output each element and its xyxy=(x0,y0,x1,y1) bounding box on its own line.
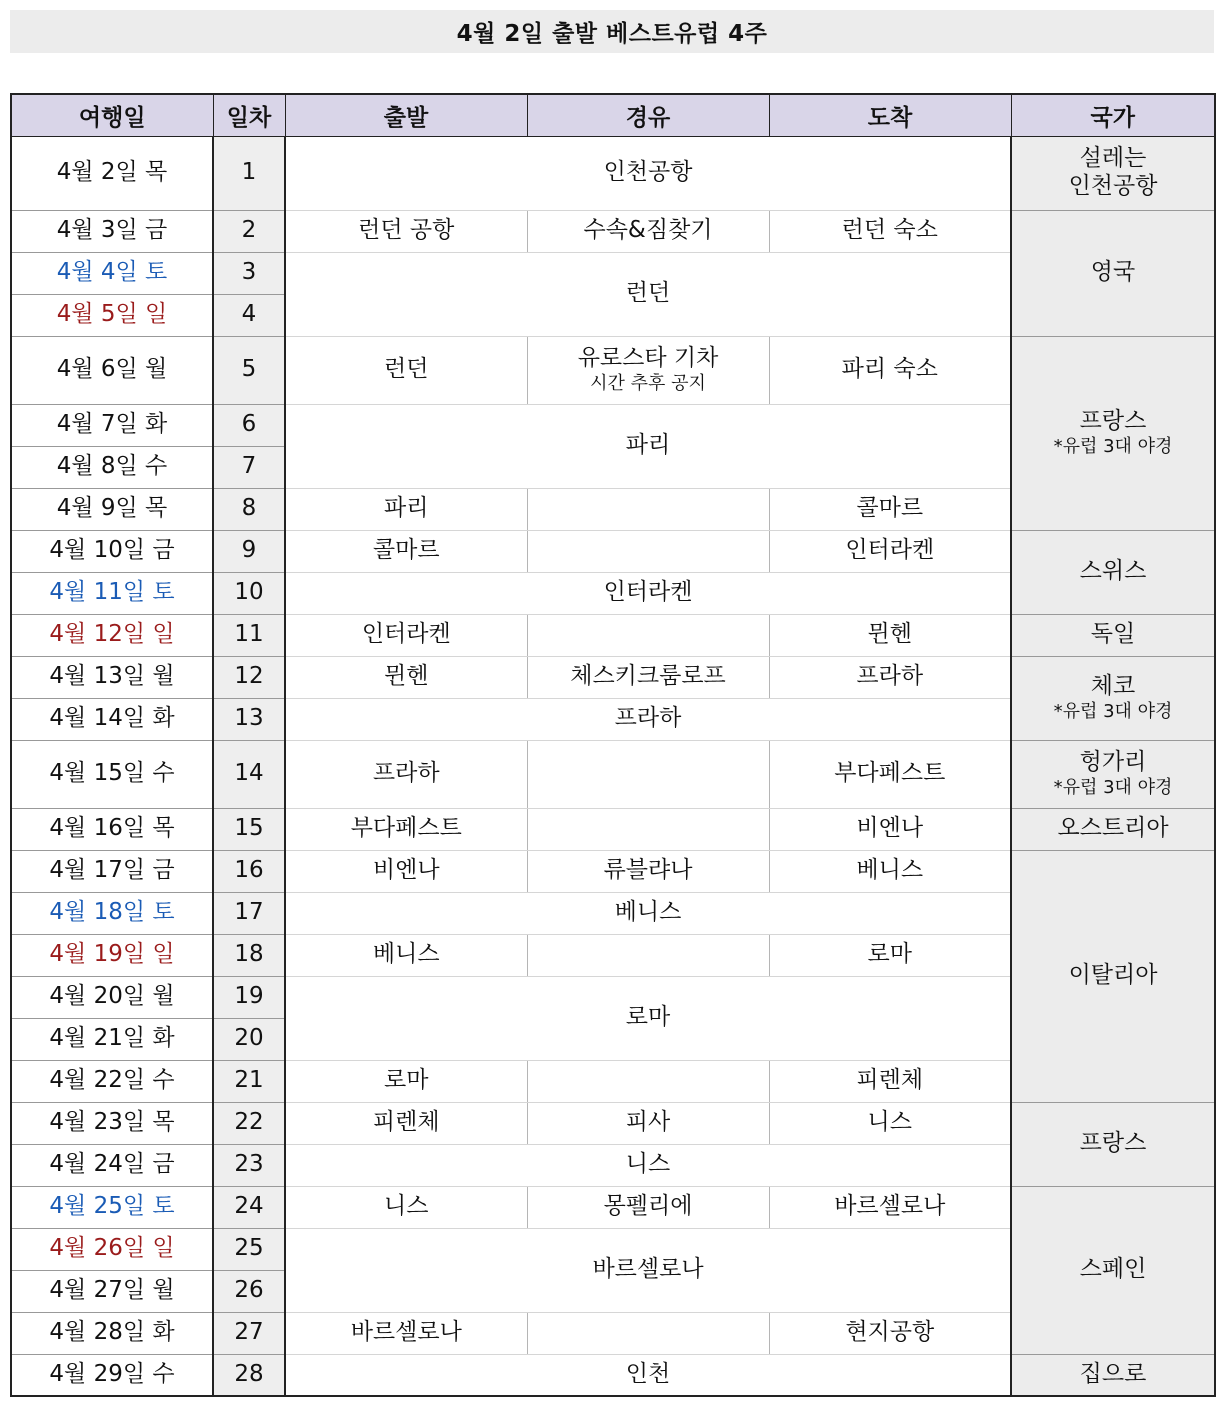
location-merged: 인천 xyxy=(285,1354,1011,1396)
day-number: 20 xyxy=(213,1018,285,1060)
country-cell xyxy=(1011,1186,1215,1354)
via-cell: 체스키크룸로프 xyxy=(527,656,769,698)
day-number: 7 xyxy=(213,446,285,488)
arrival-cell: 프라하 xyxy=(769,656,1011,698)
departure-cell: 콜마르 xyxy=(285,530,527,572)
country-cell xyxy=(1011,136,1215,210)
travel-date: 4월 3일 금 xyxy=(11,210,213,252)
via-cell xyxy=(527,1060,769,1102)
country-name: 헝가리 xyxy=(1079,748,1147,775)
country-name: 인천공항 xyxy=(1068,173,1158,199)
itinerary-table xyxy=(10,93,1216,1397)
country-cell xyxy=(1011,1354,1215,1396)
day-number: 8 xyxy=(213,488,285,530)
day-number: 13 xyxy=(213,698,285,740)
day-number: 17 xyxy=(213,892,285,934)
travel-date: 4월 2일 목 xyxy=(11,136,213,210)
location-merged: 인천공항 xyxy=(285,136,1011,210)
travel-date: 4월 15일 수 xyxy=(11,740,213,808)
travel-date: 4월 10일 금 xyxy=(11,530,213,572)
country-cell xyxy=(1011,1102,1215,1186)
country-note: *유럽 3대 야경 xyxy=(1053,701,1173,723)
country-name: 프랑스 xyxy=(1079,407,1147,434)
arrival-cell: 콜마르 xyxy=(769,488,1011,530)
departure-cell: 부다페스트 xyxy=(285,808,527,850)
table-row xyxy=(11,530,1215,572)
day-number: 16 xyxy=(213,850,285,892)
day-number: 10 xyxy=(213,572,285,614)
via-cell xyxy=(527,934,769,976)
table-row xyxy=(11,614,1215,656)
country-note: *유럽 3대 야경 xyxy=(1053,777,1173,799)
day-number: 21 xyxy=(213,1060,285,1102)
travel-date: 4월 26일 일 xyxy=(11,1228,213,1270)
arrival-cell: 부다페스트 xyxy=(769,740,1011,808)
arrival-cell: 로마 xyxy=(769,934,1011,976)
day-number: 14 xyxy=(213,740,285,808)
day-number: 22 xyxy=(213,1102,285,1144)
country-name: 스위스 xyxy=(1079,558,1147,585)
departure-cell: 인터라켄 xyxy=(285,614,527,656)
departure-cell: 뮌헨 xyxy=(285,656,527,698)
day-number: 27 xyxy=(213,1312,285,1354)
table-row xyxy=(11,850,1215,892)
day-number: 25 xyxy=(213,1228,285,1270)
country-cell xyxy=(1011,656,1215,740)
location-merged: 로마 xyxy=(285,976,1011,1060)
day-number: 1 xyxy=(213,136,285,210)
day-number: 23 xyxy=(213,1144,285,1186)
table-row xyxy=(11,1186,1215,1228)
via-cell: 피사 xyxy=(527,1102,769,1144)
location-merged: 런던 xyxy=(285,252,1011,336)
travel-date: 4월 19일 일 xyxy=(11,934,213,976)
travel-date: 4월 12일 일 xyxy=(11,614,213,656)
header-country: 국가 xyxy=(1011,94,1215,136)
arrival-cell: 베니스 xyxy=(769,850,1011,892)
departure-cell: 니스 xyxy=(285,1186,527,1228)
travel-date: 4월 20일 월 xyxy=(11,976,213,1018)
day-number: 11 xyxy=(213,614,285,656)
travel-date: 4월 27일 월 xyxy=(11,1270,213,1312)
day-number: 24 xyxy=(213,1186,285,1228)
via-cell: 류블랴나 xyxy=(527,850,769,892)
country-cell xyxy=(1011,336,1215,530)
travel-date: 4월 14일 화 xyxy=(11,698,213,740)
table-row xyxy=(11,1354,1215,1396)
country-cell xyxy=(1011,530,1215,614)
arrival-cell: 피렌체 xyxy=(769,1060,1011,1102)
location-merged: 프라하 xyxy=(285,698,1011,740)
departure-cell: 파리 xyxy=(285,488,527,530)
table-row xyxy=(11,740,1215,808)
table-row xyxy=(11,1102,1215,1144)
country-name: 이탈리아 xyxy=(1068,962,1158,989)
table-row xyxy=(11,656,1215,698)
travel-date: 4월 8일 수 xyxy=(11,446,213,488)
header-day: 일차 xyxy=(213,94,285,136)
departure-cell: 베니스 xyxy=(285,934,527,976)
via-cell: 몽펠리에 xyxy=(527,1186,769,1228)
day-number: 2 xyxy=(213,210,285,252)
travel-date: 4월 23일 목 xyxy=(11,1102,213,1144)
table-row xyxy=(11,336,1215,404)
arrival-cell: 뮌헨 xyxy=(769,614,1011,656)
arrival-cell: 인터라켄 xyxy=(769,530,1011,572)
country-name: 프랑스 xyxy=(1079,1130,1147,1157)
travel-date: 4월 7일 화 xyxy=(11,404,213,446)
arrival-cell: 비엔나 xyxy=(769,808,1011,850)
travel-date: 4월 25일 토 xyxy=(11,1186,213,1228)
travel-date: 4월 29일 수 xyxy=(11,1354,213,1396)
via-cell xyxy=(527,808,769,850)
departure-cell: 런던 xyxy=(285,336,527,404)
location-merged: 파리 xyxy=(285,404,1011,488)
via-cell xyxy=(527,488,769,530)
day-number: 28 xyxy=(213,1354,285,1396)
header-date: 여행일 xyxy=(11,94,213,136)
location-merged: 바르셀로나 xyxy=(285,1228,1011,1312)
travel-date: 4월 4일 토 xyxy=(11,252,213,294)
country-name: 영국 xyxy=(1090,259,1136,286)
via-cell: 수속&짐찾기 xyxy=(527,210,769,252)
day-number: 4 xyxy=(213,294,285,336)
country-note: *유럽 3대 야경 xyxy=(1053,436,1173,458)
travel-date: 4월 17일 금 xyxy=(11,850,213,892)
departure-cell: 런던 공항 xyxy=(285,210,527,252)
day-number: 9 xyxy=(213,530,285,572)
country-name: 집으로 xyxy=(1079,1360,1147,1387)
page-title: 4월 2일 출발 베스트유럽 4주 xyxy=(10,10,1214,53)
departure-cell: 로마 xyxy=(285,1060,527,1102)
day-number: 3 xyxy=(213,252,285,294)
arrival-cell: 현지공항 xyxy=(769,1312,1011,1354)
travel-date: 4월 28일 화 xyxy=(11,1312,213,1354)
country-name: 스페인 xyxy=(1079,1256,1147,1283)
day-number: 26 xyxy=(213,1270,285,1312)
location-merged: 베니스 xyxy=(285,892,1011,934)
header-row xyxy=(11,94,1215,136)
table-row xyxy=(11,808,1215,850)
header-departure: 출발 xyxy=(285,94,527,136)
day-number: 15 xyxy=(213,808,285,850)
via-main: 유로스타 기차 xyxy=(577,345,719,372)
via-cell xyxy=(527,614,769,656)
arrival-cell: 런던 숙소 xyxy=(769,210,1011,252)
travel-date: 4월 6일 월 xyxy=(11,336,213,404)
country-name: 설레는 xyxy=(1079,145,1147,172)
via-cell xyxy=(527,336,769,404)
country-name: 체코 xyxy=(1090,672,1136,699)
day-number: 5 xyxy=(213,336,285,404)
via-cell xyxy=(527,740,769,808)
arrival-cell: 파리 숙소 xyxy=(769,336,1011,404)
travel-date: 4월 21일 화 xyxy=(11,1018,213,1060)
country-cell xyxy=(1011,808,1215,850)
location-merged: 니스 xyxy=(285,1144,1011,1186)
country-cell xyxy=(1011,210,1215,336)
travel-date: 4월 9일 목 xyxy=(11,488,213,530)
day-number: 6 xyxy=(213,404,285,446)
arrival-cell: 니스 xyxy=(769,1102,1011,1144)
travel-date: 4월 18일 토 xyxy=(11,892,213,934)
via-cell xyxy=(527,1312,769,1354)
day-number: 18 xyxy=(213,934,285,976)
travel-date: 4월 13일 월 xyxy=(11,656,213,698)
travel-date: 4월 16일 목 xyxy=(11,808,213,850)
header-arrival: 도착 xyxy=(769,94,1011,136)
departure-cell: 프라하 xyxy=(285,740,527,808)
table-row xyxy=(11,136,1215,210)
country-cell xyxy=(1011,850,1215,1102)
country-name: 독일 xyxy=(1090,621,1136,648)
travel-date: 4월 5일 일 xyxy=(11,294,213,336)
country-cell xyxy=(1011,614,1215,656)
travel-date: 4월 11일 토 xyxy=(11,572,213,614)
via-cell xyxy=(527,530,769,572)
arrival-cell: 바르셀로나 xyxy=(769,1186,1011,1228)
location-merged: 인터라켄 xyxy=(285,572,1011,614)
header-via: 경유 xyxy=(527,94,769,136)
travel-date: 4월 22일 수 xyxy=(11,1060,213,1102)
via-subnote: 시간 추후 공지 xyxy=(590,373,706,394)
departure-cell: 피렌체 xyxy=(285,1102,527,1144)
day-number: 12 xyxy=(213,656,285,698)
country-cell xyxy=(1011,740,1215,808)
departure-cell: 바르셀로나 xyxy=(285,1312,527,1354)
table-row xyxy=(11,210,1215,252)
day-number: 19 xyxy=(213,976,285,1018)
departure-cell: 비엔나 xyxy=(285,850,527,892)
travel-date: 4월 24일 금 xyxy=(11,1144,213,1186)
country-name: 오스트리아 xyxy=(1057,815,1169,842)
